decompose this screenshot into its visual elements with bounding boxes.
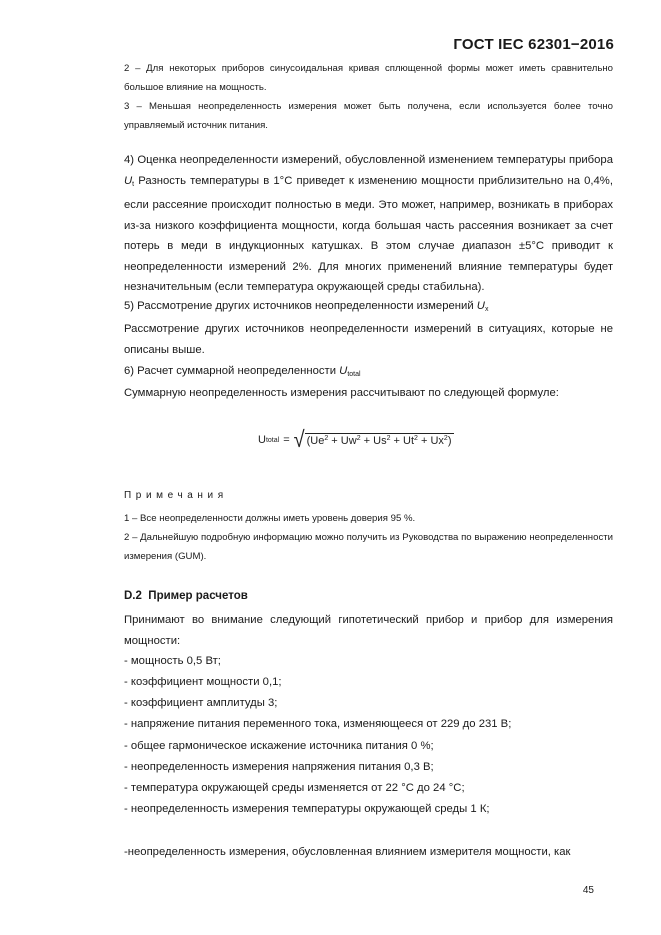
list-item: - неопределенность измерения температуры окружающей среды 1 К; — [124, 803, 490, 815]
formula-radicand — [305, 433, 454, 447]
formula-lhs-subscript: total — [265, 436, 280, 444]
paragraph-5-body: Рассмотрение других источников неопределенности измерений в ситуациях, которые не описаны выше. — [124, 323, 613, 356]
exp: 2 — [356, 435, 361, 442]
list-item: - напряжение питания переменного тока, изменяющееся от 229 до 231 В; — [124, 718, 512, 730]
paragraph-6 — [124, 361, 613, 386]
term-ut: + Ut — [390, 435, 415, 447]
para4-symbol: U — [124, 174, 133, 187]
document-number: ГОСТ IEC 62301−2016 — [453, 36, 614, 53]
note-1-bottom: 1 – Все неопределенности должны иметь уровень доверия 95 %. — [124, 513, 416, 524]
note-3-top: 3 – Меньшая неопределенность измерения может быть получена, если используется более точно управляемый источник питания. — [124, 101, 613, 131]
paragraph-6-body: Суммарную неопределенность измерения рассчитывают по следующей формуле: — [124, 387, 559, 399]
section-heading — [124, 590, 248, 602]
formula-sqrt — [293, 427, 454, 453]
para4-lead: 4) Оценка неопределенности измерений, обусловленной изменением температуры прибора — [124, 154, 613, 166]
list-item: - неопределенность измерения напряжения питания 0,3 В; — [124, 761, 434, 773]
list-item: - общее гармоническое искажение источника питания 0 %; — [124, 740, 434, 752]
formula-equals: = — [283, 434, 290, 446]
para4-subscript: t — [132, 180, 135, 188]
term-uw: + Uw — [328, 435, 357, 447]
para6-lead: 6) Расчет суммарной неопределенности — [124, 365, 340, 377]
exp: 2 — [414, 435, 418, 442]
notes-title: Примечания — [124, 490, 228, 501]
paragraph-5 — [124, 296, 613, 321]
section-number: D.2 — [124, 590, 142, 602]
para4-rest: Разность температуры в 1°С приведет к изменению мощности приблизительно на 0,4%, если рассеяние происходит полностью в меди. Это может, например, возникать в приборах из-за низкого коэффициента мощности, когда большая часть рассеяния возникает за счет потерь в меди в индукционных катушках. В этом случае диапазон ±5°С приводит к неопределенности измерений 2%. Для многих применений влияние температуры будет незначительным (если температура окружающей среды стабильна). — [124, 174, 613, 293]
term-ux: + Ux — [417, 435, 444, 447]
paragraph-4 — [124, 150, 613, 298]
list-item: - мощность 0,5 Вт; — [124, 655, 221, 667]
last-line: -неопределенность измерения, обусловленная влиянием измерителя мощности, как — [124, 846, 571, 858]
list-item: - температура окружающей среды изменяется от 22 °С до 24 °С; — [124, 782, 465, 794]
para6-symbol: U — [339, 365, 348, 377]
formula-lhs: U — [258, 434, 266, 446]
para5-symbol: U — [476, 300, 485, 312]
list-item: - коэффициент мощности 0,1; — [124, 676, 282, 688]
list-item: - коэффициент амплитуды 3; — [124, 697, 278, 709]
para5-lead: 5) Рассмотрение других источников неопределенности измерений — [124, 300, 477, 312]
term-us: + Us — [360, 435, 387, 447]
sqrt-sign-icon: √ — [293, 427, 305, 453]
term-ue: (Ue — [306, 435, 325, 447]
note-2-bottom: 2 – Дальнейшую подробную информацию можно получить из Руководства по выражению неопределенности измерения (GUM). — [124, 532, 613, 562]
para6-subscript: total — [347, 371, 361, 378]
note-2-top: 2 – Для некоторых приборов синусоидальная кривая сплющенной формы может иметь сравнительно большое влияние на мощность. — [124, 63, 613, 93]
term-close: ) — [447, 435, 452, 447]
total-uncertainty-formula — [258, 427, 454, 453]
section-title: Пример расчетов — [148, 590, 248, 602]
intro-paragraph: Принимают во внимание следующий гипотетический прибор и прибор для измерения мощности: — [124, 614, 613, 647]
exp: 2 — [443, 435, 448, 442]
exp: 2 — [386, 435, 391, 442]
page-number: 45 — [582, 885, 594, 896]
exp: 2 — [324, 435, 329, 442]
para5-subscript: x — [484, 306, 489, 313]
